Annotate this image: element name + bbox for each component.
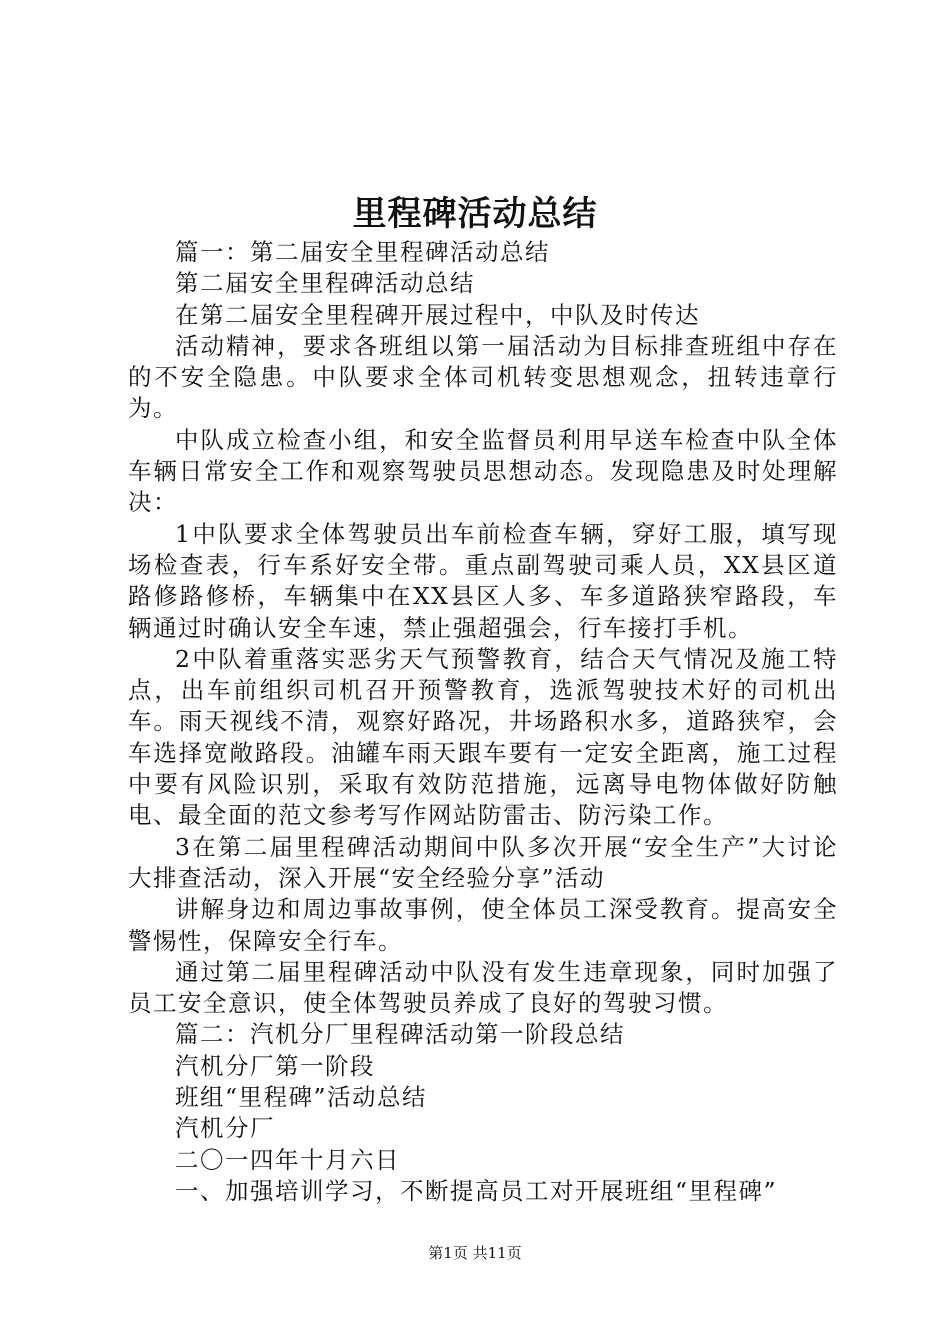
paragraph: 3在第二届里程碑活动期间中队多次开展“安全生产”大讨论大排查活动，深入开展“安全经验分享”活动 [128, 832, 838, 892]
paragraph: 2中队着重落实恶劣天气预警教育，结合天气情况及施工特点，出车前组织司机召开预警教育，选派驾驶技术好的司机出车。雨天视线不清，观察好路况，井场路积水多，道路狭窄，会车选择宽敞路段。油罐车雨天跟车要有一定安全距离，施工过程中要有风险识别，采取有效防范措施，远离导电物体做好防触电、最全面的范文参考写作网站防雷击、防污染工作。 [128, 644, 838, 830]
page-number-footer: 第1页 共11页 [428, 1244, 522, 1262]
paragraph: 通过第二届里程碑活动中队没有发生违章现象，同时加强了员工安全意识，使全体驾驶员养成了良好的驾驶习惯。 [128, 957, 838, 1018]
paragraph: 汽机分厂 [175, 1114, 275, 1143]
paragraph: 篇一：第二届安全里程碑活动总结 [175, 238, 550, 266]
paragraph: 汽机分厂第一阶段 [175, 1051, 375, 1080]
paragraph: 篇二：汽机分厂里程碑活动第一阶段总结 [175, 1020, 625, 1049]
document-body [128, 237, 838, 1207]
document-title: 里程碑活动总结 [352, 194, 598, 234]
paragraph: 讲解身边和周边事故事例，使全体员工深受教育。提高安全警惕性，保障安全行车。 [128, 895, 838, 955]
paragraph: 班组“里程碑”活动总结 [175, 1083, 428, 1112]
paragraph: 第二届安全里程碑活动总结 [175, 269, 475, 298]
paragraph: 中队成立检查小组，和安全监督员利用早送车检查中队全体车辆日常安全工作和观察驾驶员思想动态。发现隐患及时处理解决： [128, 425, 838, 517]
paragraph: 二〇一四年十月六日 [175, 1145, 400, 1174]
paragraph: 一、加强培训学习，不断提高员工对开展班组“里程碑” [175, 1176, 778, 1205]
paragraph: 在第二届安全里程碑开展过程中，中队及时传达 [175, 300, 700, 329]
paragraph: 1中队要求全体驾驶员出车前检查车辆，穿好工服，填写现场检查表，行车系好安全带。重点副驾驶司乘人员，XX县区道路修路修桥，车辆集中在XX县区人多、车多道路狭窄路段，车辆通过时确认安全车速，禁止强超强会，行车接打手机。 [128, 519, 838, 642]
paragraph: 活动精神，要求各班组以第一届活动为目标排查班组中存在的不安全隐患。中队要求全体司机转变思想观念，扭转违章行为。 [128, 331, 838, 423]
